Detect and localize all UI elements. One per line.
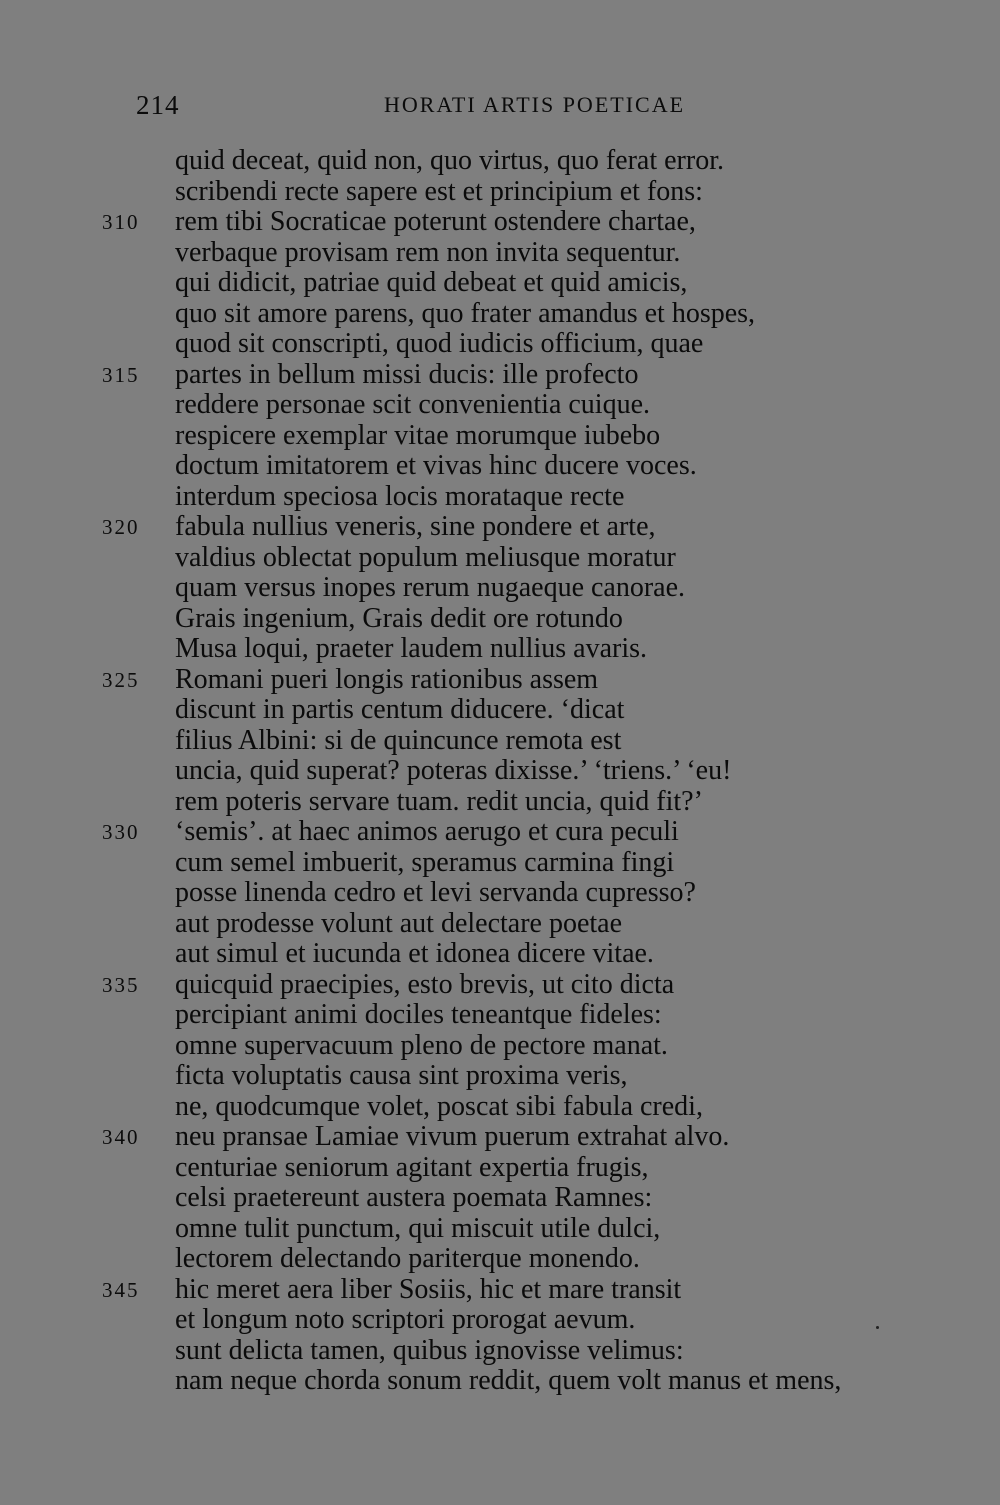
verse-line — [0, 1275, 1000, 1306]
verse-line — [0, 360, 1000, 391]
line-text: aut simul et iucunda et idonea dicere vitae. — [175, 938, 654, 969]
line-text: partes in bellum missi ducis: ille profecto — [175, 358, 639, 390]
line-text: Grais ingenium, Grais dedit ore rotundo — [175, 602, 623, 634]
verse-line — [0, 177, 1000, 208]
verse-line — [0, 1061, 1000, 1092]
line-text: sunt delicta tamen, quibus ignovisse velimus: — [175, 1334, 684, 1366]
verse-line — [0, 817, 1000, 848]
line-text: verbaque provisam rem non invita sequentur. — [175, 236, 681, 268]
line-text: aut prodesse volunt aut delectare poetae — [175, 907, 623, 939]
line-text: ne, quodcumque volet, poscat sibi fabula credi, — [175, 1090, 703, 1122]
line-text: ‘semis’. at haec animos aerugo et cura peculi — [175, 816, 679, 847]
line-text: uncia, quid superat? poteras dixisse.’ ‘triens.’ ‘eu! — [175, 755, 732, 786]
verse-line — [0, 1336, 1000, 1367]
verse-line — [0, 604, 1000, 635]
line-number: 330 — [102, 820, 140, 844]
verse-line — [0, 1183, 1000, 1214]
line-number: 325 — [102, 667, 140, 692]
line-text: hic meret aera liber Sosiis, hic et mare transit — [175, 1273, 682, 1305]
verse-line — [0, 1305, 1000, 1336]
line-text: filius Albini: si de quincunce remota est — [175, 724, 622, 756]
line-text: nam neque chorda sonum reddit, quem volt manus et mens, — [175, 1365, 842, 1396]
running-title: HORATI ARTIS POETICAE — [384, 92, 686, 117]
verse-line — [0, 329, 1000, 360]
verse-line — [0, 787, 1000, 818]
verse-line — [0, 451, 1000, 482]
verse-line — [0, 1031, 1000, 1062]
line-text: reddere personae scit convenientia cuique. — [175, 389, 651, 420]
line-text: doctum imitatorem et vivas hinc ducere voces. — [175, 450, 697, 481]
line-text: cum semel imbuerit, speramus carmina fingi — [175, 846, 675, 878]
line-text: valdius oblectat populum meliusque moratur — [175, 541, 676, 573]
verse-line — [0, 695, 1000, 726]
line-number: 345 — [102, 1277, 140, 1302]
verse-line — [0, 146, 1000, 177]
verse-line — [0, 726, 1000, 757]
verse-line — [0, 207, 1000, 238]
line-number: 335 — [102, 972, 140, 997]
verse-line — [0, 1122, 1000, 1153]
stray-ink-mark — [876, 1326, 879, 1329]
verse-line — [0, 878, 1000, 909]
verse-line — [0, 1214, 1000, 1245]
page-number: 214 — [136, 90, 180, 120]
line-text: Romani pueri longis rationibus assem — [175, 663, 599, 695]
line-text: omne tulit punctum, qui miscuit utile dulci, — [175, 1212, 661, 1244]
verse-line — [0, 390, 1000, 421]
verse-line — [0, 482, 1000, 513]
line-text: Musa loqui, praeter laudem nullius avaris. — [175, 633, 647, 664]
verse-line — [0, 939, 1000, 970]
verse-line — [0, 665, 1000, 696]
verse-line — [0, 634, 1000, 665]
line-text: discunt in partis centum diducere. ‘dicat — [175, 694, 625, 725]
line-text: centuriae seniorum agitant expertia frugis, — [175, 1151, 649, 1183]
line-text: fabula nullius veneris, sine pondere et arte, — [175, 511, 656, 542]
verse-line — [0, 299, 1000, 330]
line-text: et longum noto scriptori prorogat aevum. — [175, 1304, 636, 1335]
verse-line — [0, 909, 1000, 940]
verse-line — [0, 970, 1000, 1001]
verse-line — [0, 1244, 1000, 1275]
verse-line — [0, 268, 1000, 299]
line-number: 310 — [102, 210, 140, 234]
verse-line — [0, 1366, 1000, 1397]
line-number: 320 — [102, 515, 140, 539]
line-text: quod sit conscripti, quod iudicis officium, quae — [175, 328, 704, 359]
line-text: percipiant animi dociles teneantque fideles: — [175, 999, 662, 1030]
verse-line — [0, 1092, 1000, 1123]
line-text: quo sit amore parens, quo frater amandus et hospes, — [175, 297, 756, 329]
verse-line — [0, 573, 1000, 604]
line-text: quam versus inopes rerum nugaeque canorae. — [175, 572, 686, 603]
line-text: lectorem delectando pariterque monendo. — [175, 1243, 640, 1274]
line-text: scribendi recte sapere est et principium et fons: — [175, 175, 703, 207]
line-text: omne supervacuum pleno de pectore manat. — [175, 1029, 668, 1061]
verse-line — [0, 238, 1000, 269]
line-text: rem tibi Socraticae poterunt ostendere chartae, — [175, 206, 696, 237]
line-text: neu pransae Lamiae vivum puerum extrahat alvo. — [175, 1121, 730, 1152]
verse-line — [0, 543, 1000, 574]
line-text: posse linenda cedro et levi servanda cupresso? — [175, 877, 696, 908]
line-number: 340 — [102, 1125, 140, 1149]
line-text: quid deceat, quid non, quo virtus, quo ferat error. — [175, 145, 724, 176]
line-text: rem poteris servare tuam. redit uncia, quid fit?’ — [175, 785, 703, 817]
line-text: qui didicit, patriae quid debeat et quid amicis, — [175, 267, 688, 298]
line-text: quicquid praecipies, esto brevis, ut cito dicta — [175, 968, 675, 1000]
verse-line — [0, 512, 1000, 543]
line-text: respicere exemplar vitae morumque iubebo — [175, 419, 661, 451]
line-number: 315 — [102, 362, 140, 387]
verse-line — [0, 1000, 1000, 1031]
verse-block — [0, 146, 1000, 1397]
verse-line — [0, 848, 1000, 879]
verse-line — [0, 421, 1000, 452]
line-text: ficta voluptatis causa sint proxima veris, — [175, 1060, 628, 1091]
verse-line — [0, 1153, 1000, 1184]
verse-line — [0, 756, 1000, 787]
line-text: celsi praetereunt austera poemata Ramnes: — [175, 1182, 653, 1213]
page-header — [0, 90, 1000, 130]
line-text: interdum speciosa locis morataque recte — [175, 480, 625, 512]
